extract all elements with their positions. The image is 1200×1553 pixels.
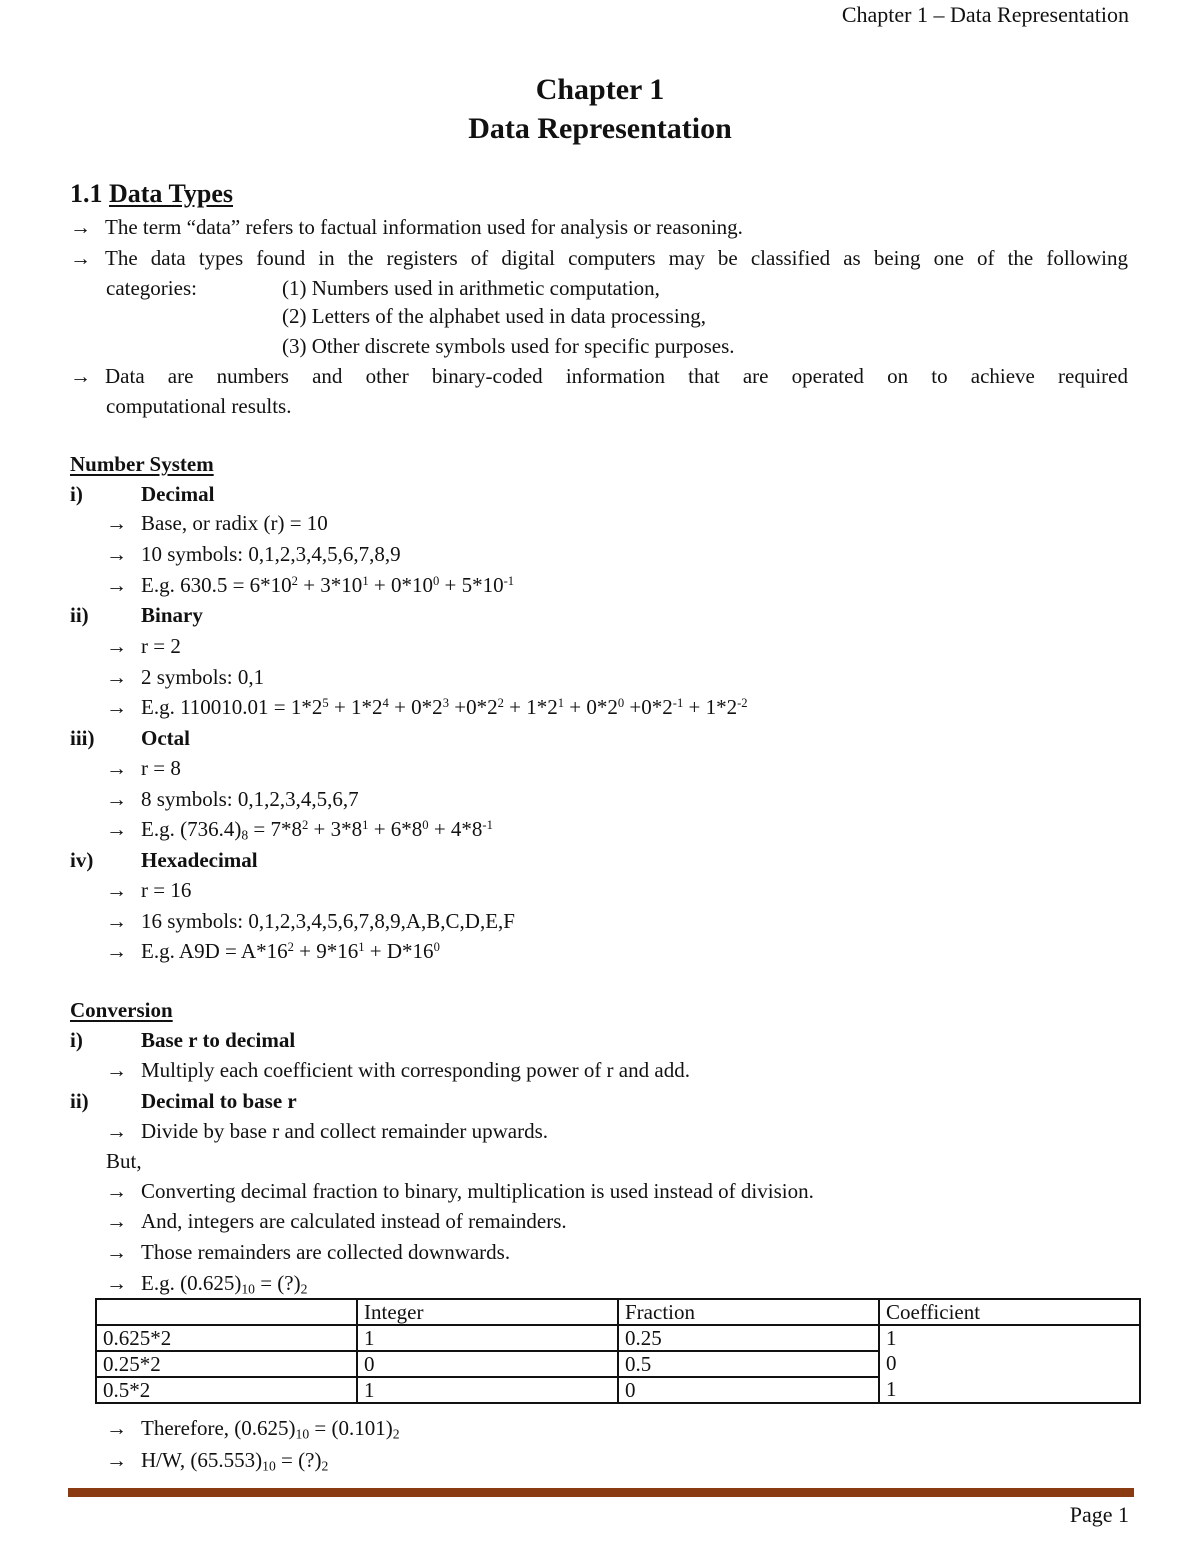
footer-rule — [68, 1488, 1134, 1497]
eq-exp: 1 — [358, 940, 365, 955]
eq-part: = (?) — [254, 1271, 301, 1295]
table-cell: 0.25 — [618, 1325, 879, 1351]
item-text: r = 2 — [141, 634, 181, 658]
eq-exp: -1 — [672, 696, 684, 711]
bullet-data-binary-cont: computational results. — [106, 394, 292, 418]
table-cell: 0.5*2 — [96, 1377, 357, 1403]
table-cell: 0.625*2 — [96, 1325, 357, 1351]
eq-exp: 0 — [433, 940, 440, 955]
eq-exp: 0 — [422, 818, 429, 833]
chapter-title: Data Representation — [468, 112, 732, 145]
arrow-icon: → — [106, 878, 127, 902]
eq-part: E.g. 110010.01 = 1*2 — [141, 695, 323, 719]
arrow-icon: → — [106, 542, 127, 566]
binary-example — [106, 697, 748, 718]
table-cell: 1 — [879, 1325, 1140, 1351]
chapter-number: Chapter 1 — [535, 73, 665, 106]
decimal-example — [106, 575, 514, 596]
octal-radix — [106, 758, 181, 779]
conv-ii-text — [106, 1121, 548, 1142]
decimal-heading: Decimal — [141, 482, 215, 506]
table-header-cell: Coefficient — [879, 1299, 1140, 1325]
table-row — [96, 1325, 1140, 1351]
item-text: Divide by base r and collect remainder upwards. — [141, 1119, 549, 1143]
eq-exp: -1 — [482, 818, 493, 833]
arrow-icon: → — [106, 1179, 127, 1203]
binary-radix — [106, 636, 181, 657]
octal-symbols — [106, 789, 359, 810]
bullet-text: The data types found in the registers of digital computers may be classified as being one of the following — [105, 246, 1128, 270]
hex-example — [106, 941, 440, 962]
item-text: 2 symbols: 0,1 — [141, 665, 265, 689]
conv-i-num: i) — [70, 1028, 83, 1052]
conv-therefore — [106, 1416, 400, 1442]
decimal-num: i) — [70, 482, 83, 506]
eq-part: +0*2 — [624, 695, 673, 719]
conv-downwards-note — [106, 1242, 510, 1263]
number-system-heading: Number System — [70, 452, 214, 476]
item-text: 16 symbols: 0,1,2,3,4,5,6,7,8,9,A,B,C,D,E,F — [141, 909, 515, 933]
item-text: Base, or radix (r) = 10 — [141, 511, 328, 535]
decimal-radix — [106, 513, 328, 534]
eq-part: = 7*8 — [248, 817, 302, 841]
eq-part: + 3*8 — [308, 817, 363, 841]
eq-sub: 8 — [241, 827, 249, 843]
conv-homework — [106, 1448, 329, 1474]
eq-part: Therefore, (0.625) — [141, 1416, 296, 1440]
eq-part: + 0*2 — [388, 695, 443, 719]
eq-exp: 1 — [362, 818, 369, 833]
item-text: 10 symbols: 0,1,2,3,4,5,6,7,8,9 — [141, 542, 401, 566]
arrow-icon: → — [106, 787, 127, 811]
eq-exp: 1 — [362, 574, 369, 589]
eq-part: + 9*16 — [293, 939, 359, 963]
bullet-data-binary — [70, 366, 1128, 387]
arrow-icon: → — [106, 756, 127, 780]
bullet-text: Data are numbers and other binary-coded information that are operated on to achieve required — [105, 364, 1128, 388]
table-header-row — [96, 1299, 1140, 1325]
table-header-cell — [96, 1299, 357, 1325]
arrow-icon: → — [106, 1058, 127, 1082]
eq-exp: 5 — [322, 696, 329, 711]
bullet-text: The term “data” refers to factual information used for analysis or reasoning. — [105, 215, 743, 239]
item-text: 8 symbols: 0,1,2,3,4,5,6,7 — [141, 787, 359, 811]
conv-example — [106, 1271, 308, 1297]
eq-part: = (0.101) — [309, 1416, 393, 1440]
conversion-heading: Conversion — [70, 998, 173, 1022]
arrow-icon: → — [70, 246, 91, 270]
eq-part: + 4*8 — [428, 817, 483, 841]
arrow-icon: → — [106, 817, 127, 841]
eq-sub: 2 — [300, 1281, 308, 1297]
hex-symbols — [106, 911, 515, 932]
eq-part: + 5*10 — [439, 573, 504, 597]
binary-heading: Binary — [141, 603, 203, 627]
eq-exp: 2 — [497, 696, 504, 711]
arrow-icon: → — [106, 1448, 127, 1472]
table-cell: 0 — [357, 1351, 618, 1377]
arrow-icon: → — [106, 511, 127, 535]
eq-part: E.g. 630.5 = 6*10 — [141, 573, 292, 597]
arrow-icon: → — [106, 939, 127, 963]
arrow-icon: → — [106, 909, 127, 933]
table-cell: 0.25*2 — [96, 1351, 357, 1377]
table-cell: 1 — [879, 1377, 1140, 1403]
arrow-icon: → — [106, 1240, 127, 1264]
eq-part: + 0*10 — [368, 573, 433, 597]
conv-but: But, — [106, 1149, 142, 1173]
running-header: Chapter 1 – Data Representation — [841, 2, 1129, 27]
arrow-icon: → — [106, 665, 127, 689]
eq-part: + 3*10 — [297, 573, 363, 597]
eq-part: + 1*2 — [328, 695, 383, 719]
eq-part: + 6*8 — [368, 817, 423, 841]
categories-label: categories: — [106, 276, 197, 300]
section-title: Data Types — [109, 179, 233, 208]
eq-part: + D*16 — [364, 939, 434, 963]
eq-sub: 10 — [295, 1426, 310, 1442]
arrow-icon: → — [106, 1416, 127, 1440]
eq-part: +0*2 — [448, 695, 498, 719]
eq-exp: 0 — [432, 574, 440, 589]
conversion-table — [95, 1298, 1141, 1404]
section-number: 1.1 — [70, 179, 103, 208]
eq-exp: 0 — [617, 696, 625, 711]
item-text: r = 8 — [141, 756, 181, 780]
table-cell: 0 — [879, 1351, 1140, 1377]
bullet-data-term — [70, 217, 743, 238]
eq-part: + 1*2 — [503, 695, 558, 719]
table-row — [96, 1351, 1140, 1377]
arrow-icon: → — [106, 695, 127, 719]
item-text: And, integers are calculated instead of remainders. — [141, 1209, 567, 1233]
conv-i-heading: Base r to decimal — [141, 1028, 296, 1052]
eq-exp: 2 — [291, 574, 298, 589]
conv-i-text — [106, 1060, 690, 1081]
table-cell: 0 — [618, 1377, 879, 1403]
table-cell: 1 — [357, 1377, 618, 1403]
item-text: Those remainders are collected downwards. — [141, 1240, 511, 1264]
eq-part: + 0*2 — [564, 695, 618, 719]
eq-exp: 2 — [302, 818, 309, 833]
eq-part: H/W, (65.553) — [141, 1448, 263, 1472]
conv-fraction-note — [106, 1181, 814, 1202]
arrow-icon: → — [106, 1209, 127, 1233]
eq-exp: -1 — [503, 574, 515, 589]
eq-sub: 2 — [392, 1426, 400, 1442]
arrow-icon: → — [106, 1119, 127, 1143]
eq-part: = (?) — [275, 1448, 322, 1472]
item-text: r = 16 — [141, 878, 192, 902]
bullet-data-types — [70, 248, 1128, 269]
arrow-icon: → — [70, 215, 91, 239]
hex-num: iv) — [70, 848, 94, 872]
octal-example — [106, 817, 493, 843]
binary-num: ii) — [70, 603, 89, 627]
octal-heading: Octal — [141, 726, 190, 750]
table-cell: 0.5 — [618, 1351, 879, 1377]
binary-symbols — [106, 667, 264, 688]
eq-sub: 10 — [241, 1281, 255, 1297]
table-cell: 1 — [357, 1325, 618, 1351]
section-heading — [70, 181, 233, 207]
arrow-icon: → — [106, 573, 127, 597]
eq-exp: 3 — [442, 696, 449, 711]
eq-part: E.g. A9D = A*16 — [141, 939, 288, 963]
table-row — [96, 1377, 1140, 1403]
eq-sub: 2 — [321, 1458, 329, 1474]
eq-exp: 1 — [557, 696, 565, 711]
conv-integers-note — [106, 1211, 567, 1232]
table-header-cell: Integer — [357, 1299, 618, 1325]
octal-num: iii) — [70, 726, 95, 750]
eq-part: + 1*2 — [683, 695, 738, 719]
eq-sub: 10 — [262, 1458, 276, 1474]
arrow-icon: → — [70, 364, 91, 388]
category-1: (1) Numbers used in arithmetic computation, — [282, 276, 660, 300]
eq-exp: 4 — [382, 696, 389, 711]
table-header-cell: Fraction — [618, 1299, 879, 1325]
category-3: (3) Other discrete symbols used for specific purposes. — [282, 334, 735, 358]
conv-ii-num: ii) — [70, 1089, 89, 1113]
hex-heading: Hexadecimal — [141, 848, 258, 872]
arrow-icon: → — [106, 634, 127, 658]
eq-part: E.g. (0.625) — [141, 1271, 242, 1295]
decimal-symbols — [106, 544, 401, 565]
eq-exp: -2 — [737, 696, 748, 711]
page-number: Page 1 — [1069, 1502, 1129, 1527]
category-2: (2) Letters of the alphabet used in data processing, — [282, 304, 706, 328]
arrow-icon: → — [106, 1271, 127, 1295]
hex-radix — [106, 880, 191, 901]
eq-part: E.g. (736.4) — [141, 817, 242, 841]
item-text: Converting decimal fraction to binary, multiplication is used instead of division. — [141, 1179, 814, 1203]
conv-ii-heading: Decimal to base r — [141, 1089, 297, 1113]
eq-exp: 2 — [287, 940, 294, 955]
item-text: Multiply each coefficient with corresponding power of r and add. — [141, 1058, 690, 1082]
